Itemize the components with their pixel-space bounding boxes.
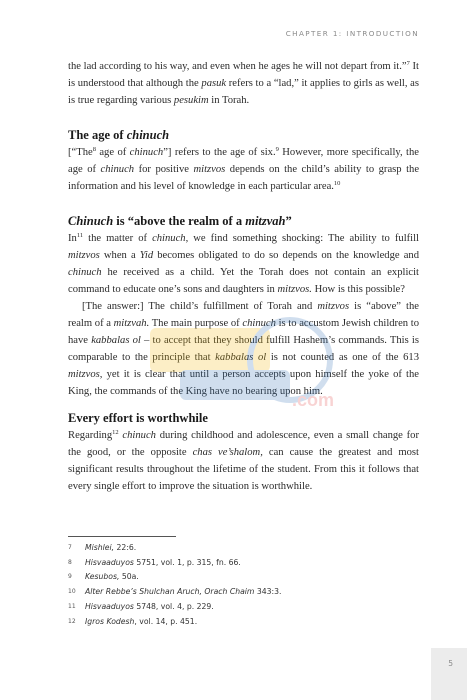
text-run: becomes obligated to do so depends on the knowledge and [153,250,420,261]
italic-term: chas ve’shalom, [192,447,263,458]
text-run: he received as a child. Yet the Torah does not contain an explicit command to educate one’s sons and daughters in [68,267,419,295]
footnote-source: Alter Rebbe’s Shulchan Aruch, Orach Chaim [85,587,255,597]
text-run: It is understood that although the [68,61,419,89]
footnote-item [68,570,408,585]
italic-term: Yid [139,250,154,261]
section-heading-above-mitzvah [68,212,419,230]
text-run: Regarding [68,430,113,441]
footnote-number: 12 [68,617,76,625]
footnote-number: 11 [68,602,76,610]
footnote-item [68,600,408,615]
text-run: In [68,233,77,244]
heading-text: ” [285,214,292,228]
running-head: CHAPTER 1: INTRODUCTION [285,29,419,38]
italic-term: chinuch [68,267,102,278]
text-run: can cause the greatest and most significant results throughout the lifetime of the student. From this it follows that every single effort to improve the situation is worthwhile. [68,447,419,492]
text-run: during childhood and adolescence, even a small change for the good, or the opposite [68,430,419,458]
text-run: for positive [134,164,194,175]
italic-term: mitzvos. [277,284,312,295]
page-edge-tab [431,648,467,700]
heading-text: The age of [68,128,127,142]
text-run: we find something shocking: The ability to fulfill [188,233,419,244]
footnote-ref[interactable]: 10 [333,180,341,187]
text-run: yet it is clear that until a person accepts upon himself the yoke of the King, the commands of the King have no bearing upon him. [68,369,419,397]
paragraph-5 [68,427,419,495]
italic-term: kabbalas ol [91,335,141,346]
text-run: [The answer:] The child’s fulfillment of Torah and [82,301,318,312]
footnote-item [68,615,408,630]
footnote-ref-text: 50a. [119,572,139,582]
italic-term: pasuk [201,78,227,89]
text-run: is “above” the realm of a [68,301,419,329]
footnote-divider [68,536,176,537]
heading-italic: chinuch [126,128,170,142]
footnote-source: Hisvaaduyos [85,557,134,567]
italic-term: mitzvos [317,301,350,312]
italic-term: chinuch [242,318,276,329]
footnote-ref-text: 343:3. [254,587,282,597]
text-run: depends on the child’s ability to grasp the information and his level of knowledge in each particular area. [68,164,420,192]
heading-italic: mitzvah [245,214,286,228]
footnote-ref[interactable]: 11 [76,232,84,239]
footnote-source: Kesubos, [85,572,120,582]
footnote-source: Mishlei, [85,543,115,552]
footnote-ref-text: 5748, vol. 4, p. 229. [133,601,214,611]
page-body [68,58,419,495]
italic-term: chinuch, [152,233,189,244]
watermark-text: .com [292,390,335,410]
footnote-ref[interactable]: 8 [92,146,96,153]
footnote-ref[interactable]: 9 [275,146,279,153]
page-number: 5 [448,659,453,668]
footnote-ref-text: 22:6. [114,543,137,552]
text-run: the matter of [83,233,153,244]
heading-text: is “above the realm of a [113,214,246,228]
italic-term: mitzvos, [68,369,103,380]
text-run: [“The [68,147,93,158]
text-run: is to accustom Jewish children to have [68,318,419,346]
footnote-number: 8 [68,558,72,566]
italic-term: chinuch [100,164,135,175]
footnote-number: 7 [68,544,72,551]
footnote-ref-text: , vol. 14, p. 451. [134,616,198,626]
italic-term: chinuch [129,147,164,158]
text-run: is not counted as one of the 613 [266,352,420,363]
section-heading-every-effort [68,409,419,427]
italic-term: pesukim [173,95,209,106]
footnote-ref-text: 5751, vol. 1, p. 315, fn. 66. [133,557,241,567]
footnotes [68,541,408,629]
footnote-source: Hisvaaduyos [85,601,134,611]
footnote-ref[interactable]: 7 [406,60,410,67]
text-run: age of [95,147,130,158]
text-run: ”] refers to the age of six. [163,147,276,158]
heading-italic: Chinuch [68,214,114,228]
text-run: in Torah. [208,95,250,106]
italic-term: kabbalas ol [215,352,267,363]
footnote-item [68,585,408,600]
italic-term: chinuch [122,430,156,441]
text-run: refers to a “lad,” it applies to girls as well, as is true regarding various [68,78,419,106]
footnote-item [68,541,408,556]
text-run: – to accept that they should fulfill Hashem’s commands. This is comparable to the principle that [68,335,419,363]
footnote-number: 9 [68,573,72,581]
heading-text: Every effort is worthwhile [68,411,208,425]
text-run: The main purpose of [149,318,243,329]
italic-term: mitzvah. [113,318,150,329]
paragraph-3 [68,230,419,298]
footnote-number: 10 [68,588,76,596]
text-run: However, more specifically, the age of [68,147,419,175]
paragraph-2 [68,144,419,195]
text-run: How is this possible? [311,284,405,295]
section-heading-age-of-chinuch [68,126,419,144]
paragraph-1 [68,58,419,109]
text-run: the lad according to his way, and even when he ages he will not depart from it.” [68,61,407,72]
paragraph-4 [68,298,419,400]
text-run: when a [99,250,140,261]
footnote-ref[interactable]: 12 [112,429,119,436]
footnote-item [68,556,408,571]
italic-term: mitzvos [68,250,100,261]
italic-term: mitzvos [193,164,226,175]
footnote-source: Igros Kodesh [85,616,135,626]
